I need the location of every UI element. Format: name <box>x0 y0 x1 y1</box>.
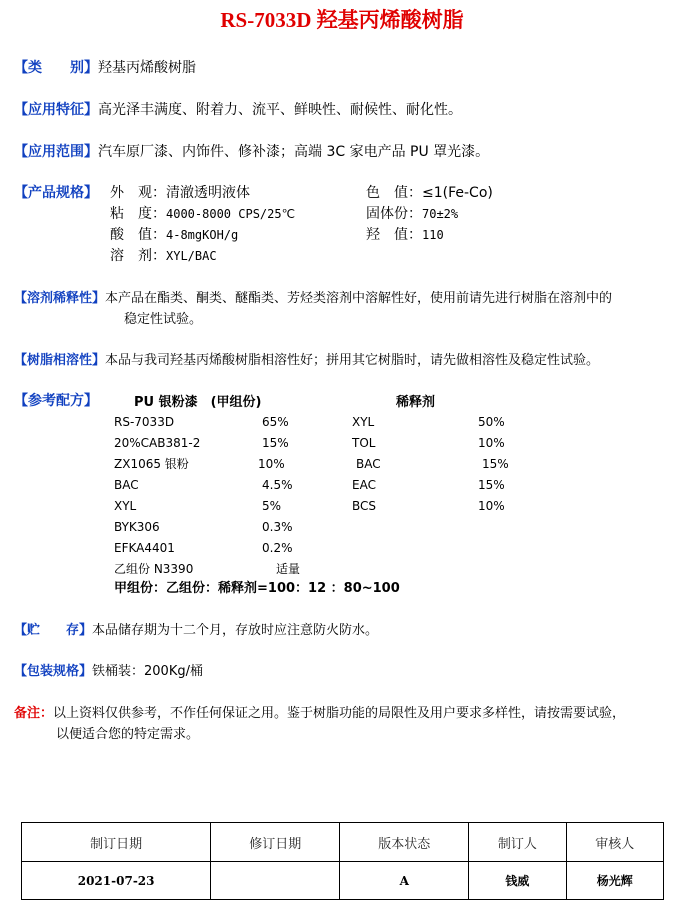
part-a-amount: 65% <box>262 415 289 429</box>
value-cell-version: A <box>340 862 469 900</box>
diluent-amount: 50% <box>478 415 505 429</box>
header-cell-revised-date: 修订日期 <box>211 823 340 862</box>
compat-text: 本品与我司羟基丙烯酸树脂相溶性好；拼用其它树脂时，请先做相溶性及稳定性试验。 <box>105 353 600 368</box>
spec-name: 溶 剂： <box>110 248 166 264</box>
diluent-title: 稀释剂 <box>396 395 436 410</box>
part-a-title: PU 银粉漆 (甲组份) <box>134 395 262 410</box>
part-a-name: BYK306 <box>114 520 160 534</box>
part-a-amount: 15% <box>262 436 289 450</box>
category-text: 羟基丙烯酸树脂 <box>98 60 196 76</box>
value-cell-author: 钱威 <box>469 862 566 900</box>
diluent-amount: 10% <box>478 436 505 450</box>
diluent-name: TOL <box>352 436 376 450</box>
part-a-name: 20%CAB381-2 <box>114 436 201 450</box>
compat-row <box>14 350 599 371</box>
features-text: 高光泽丰满度、附着力、流平、鲜映性、耐候性、耐化性。 <box>98 102 462 118</box>
spec-color <box>366 183 493 204</box>
spec-solids <box>366 204 458 225</box>
packaging-text: 铁桶装：200Kg/桶 <box>92 664 203 679</box>
header-cell-author: 制订人 <box>469 823 566 862</box>
spec-value: 4-8mgKOH/g <box>166 228 239 242</box>
part-a-name: ZX1065 银粉 <box>114 457 189 471</box>
spec-name: 固体份： <box>366 206 422 222</box>
spec-value: 70±2% <box>422 207 459 221</box>
features-row <box>14 100 462 121</box>
part-a-name: 乙组份 N3390 <box>114 562 194 576</box>
part-a-amount: 5% <box>262 499 282 513</box>
part-a-amount: 4.5% <box>262 478 293 492</box>
spec-value: ≤1(Fe-Co) <box>422 185 493 201</box>
spec-viscosity <box>110 204 295 225</box>
storage-label: 【贮 存】 <box>14 623 93 638</box>
spec-value: XYL/BAC <box>166 249 217 263</box>
scope-label: 【应用范围】 <box>14 144 98 160</box>
spec-solvent <box>110 246 217 267</box>
part-a-amount: 0.2% <box>262 541 293 555</box>
formula-ratio: 甲组份：乙组份：稀释剂=100：12 ：80~100 <box>114 581 400 596</box>
diluent-amount: 15% <box>478 478 505 492</box>
spec-name: 羟 值： <box>366 227 422 243</box>
diluent-name: EAC <box>352 478 376 492</box>
spec-appearance <box>110 183 250 204</box>
storage-row <box>14 620 378 641</box>
spec-hydroxyl-value <box>366 225 444 246</box>
scope-text: 汽车原厂漆、内饰件、修补漆；高端 3C 家电产品 PU 罩光漆。 <box>98 144 490 160</box>
part-a-amount: 适量 <box>276 562 301 576</box>
diluent-name: BAC <box>356 457 381 471</box>
part-a-amount: 0.3% <box>262 520 293 534</box>
dilution-text-2: 稳定性试验。 <box>124 312 203 327</box>
category-label: 【类 别】 <box>14 60 98 76</box>
spec-value: 4000-8000 CPS/25℃ <box>166 207 296 221</box>
note-text-1: 以上资料仅供参考，不作任何保证之用。鉴于树脂功能的局限性及用户要求多样性，请按需要试验， <box>53 706 626 721</box>
spec-value: 清澈透明液体 <box>166 185 250 201</box>
dilution-text-1: 本产品在酯类、酮类、醚酯类、芳烃类溶剂中溶解性好，使用前请先进行树脂在溶剂中的 <box>105 291 613 306</box>
specs-label: 【产品规格】 <box>14 185 98 201</box>
part-a-amount: 10% <box>258 457 285 471</box>
value-cell-created-date: 2021-07-23 <box>22 862 211 900</box>
part-a-name: EFKA4401 <box>114 541 175 555</box>
diluent-amount: 10% <box>478 499 505 513</box>
signoff-value-row <box>22 862 664 900</box>
header-cell-created-date: 制订日期 <box>22 823 211 862</box>
packaging-row <box>14 661 203 682</box>
diluent-name: BCS <box>352 499 377 513</box>
scope-row <box>14 142 489 163</box>
features-label: 【应用特征】 <box>14 102 98 118</box>
note-text-2: 以便适合您的特定需求。 <box>56 727 200 742</box>
spec-name: 酸 值： <box>110 227 166 243</box>
diluent-name: XYL <box>352 415 375 429</box>
dilution-label: 【溶剂稀释性】 <box>14 291 106 306</box>
part-a-name: RS-7033D <box>114 415 175 429</box>
spec-name: 色 值： <box>366 185 422 201</box>
signoff-header-row <box>22 823 664 862</box>
compat-label: 【树脂相溶性】 <box>14 353 106 368</box>
specs-row <box>14 183 98 204</box>
header-cell-reviewer: 审核人 <box>566 823 663 862</box>
note-row <box>14 703 625 724</box>
formula-label: 【参考配方】 <box>14 393 98 409</box>
spec-name: 粘 度： <box>110 206 166 222</box>
formula-row <box>14 391 98 412</box>
spec-acid-value <box>110 225 238 246</box>
part-a-name: XYL <box>114 499 137 513</box>
spec-value: 110 <box>422 228 444 242</box>
page-title: RS-7033D 羟基丙烯酸树脂 <box>220 8 464 32</box>
note-label: 备注： <box>14 706 54 721</box>
value-cell-revised-date <box>211 862 340 900</box>
value-cell-reviewer: 杨光辉 <box>566 862 663 900</box>
category-row <box>14 58 196 79</box>
header-cell-version: 版本状态 <box>340 823 469 862</box>
packaging-label: 【包装规格】 <box>14 664 93 679</box>
diluent-amount: 15% <box>482 457 509 471</box>
signoff-table <box>21 822 664 900</box>
dilution-row <box>14 288 612 309</box>
spec-name: 外 观： <box>110 185 166 201</box>
storage-text: 本品储存期为十二个月，存放时应注意防火防水。 <box>92 623 379 638</box>
part-a-name: BAC <box>114 478 139 492</box>
